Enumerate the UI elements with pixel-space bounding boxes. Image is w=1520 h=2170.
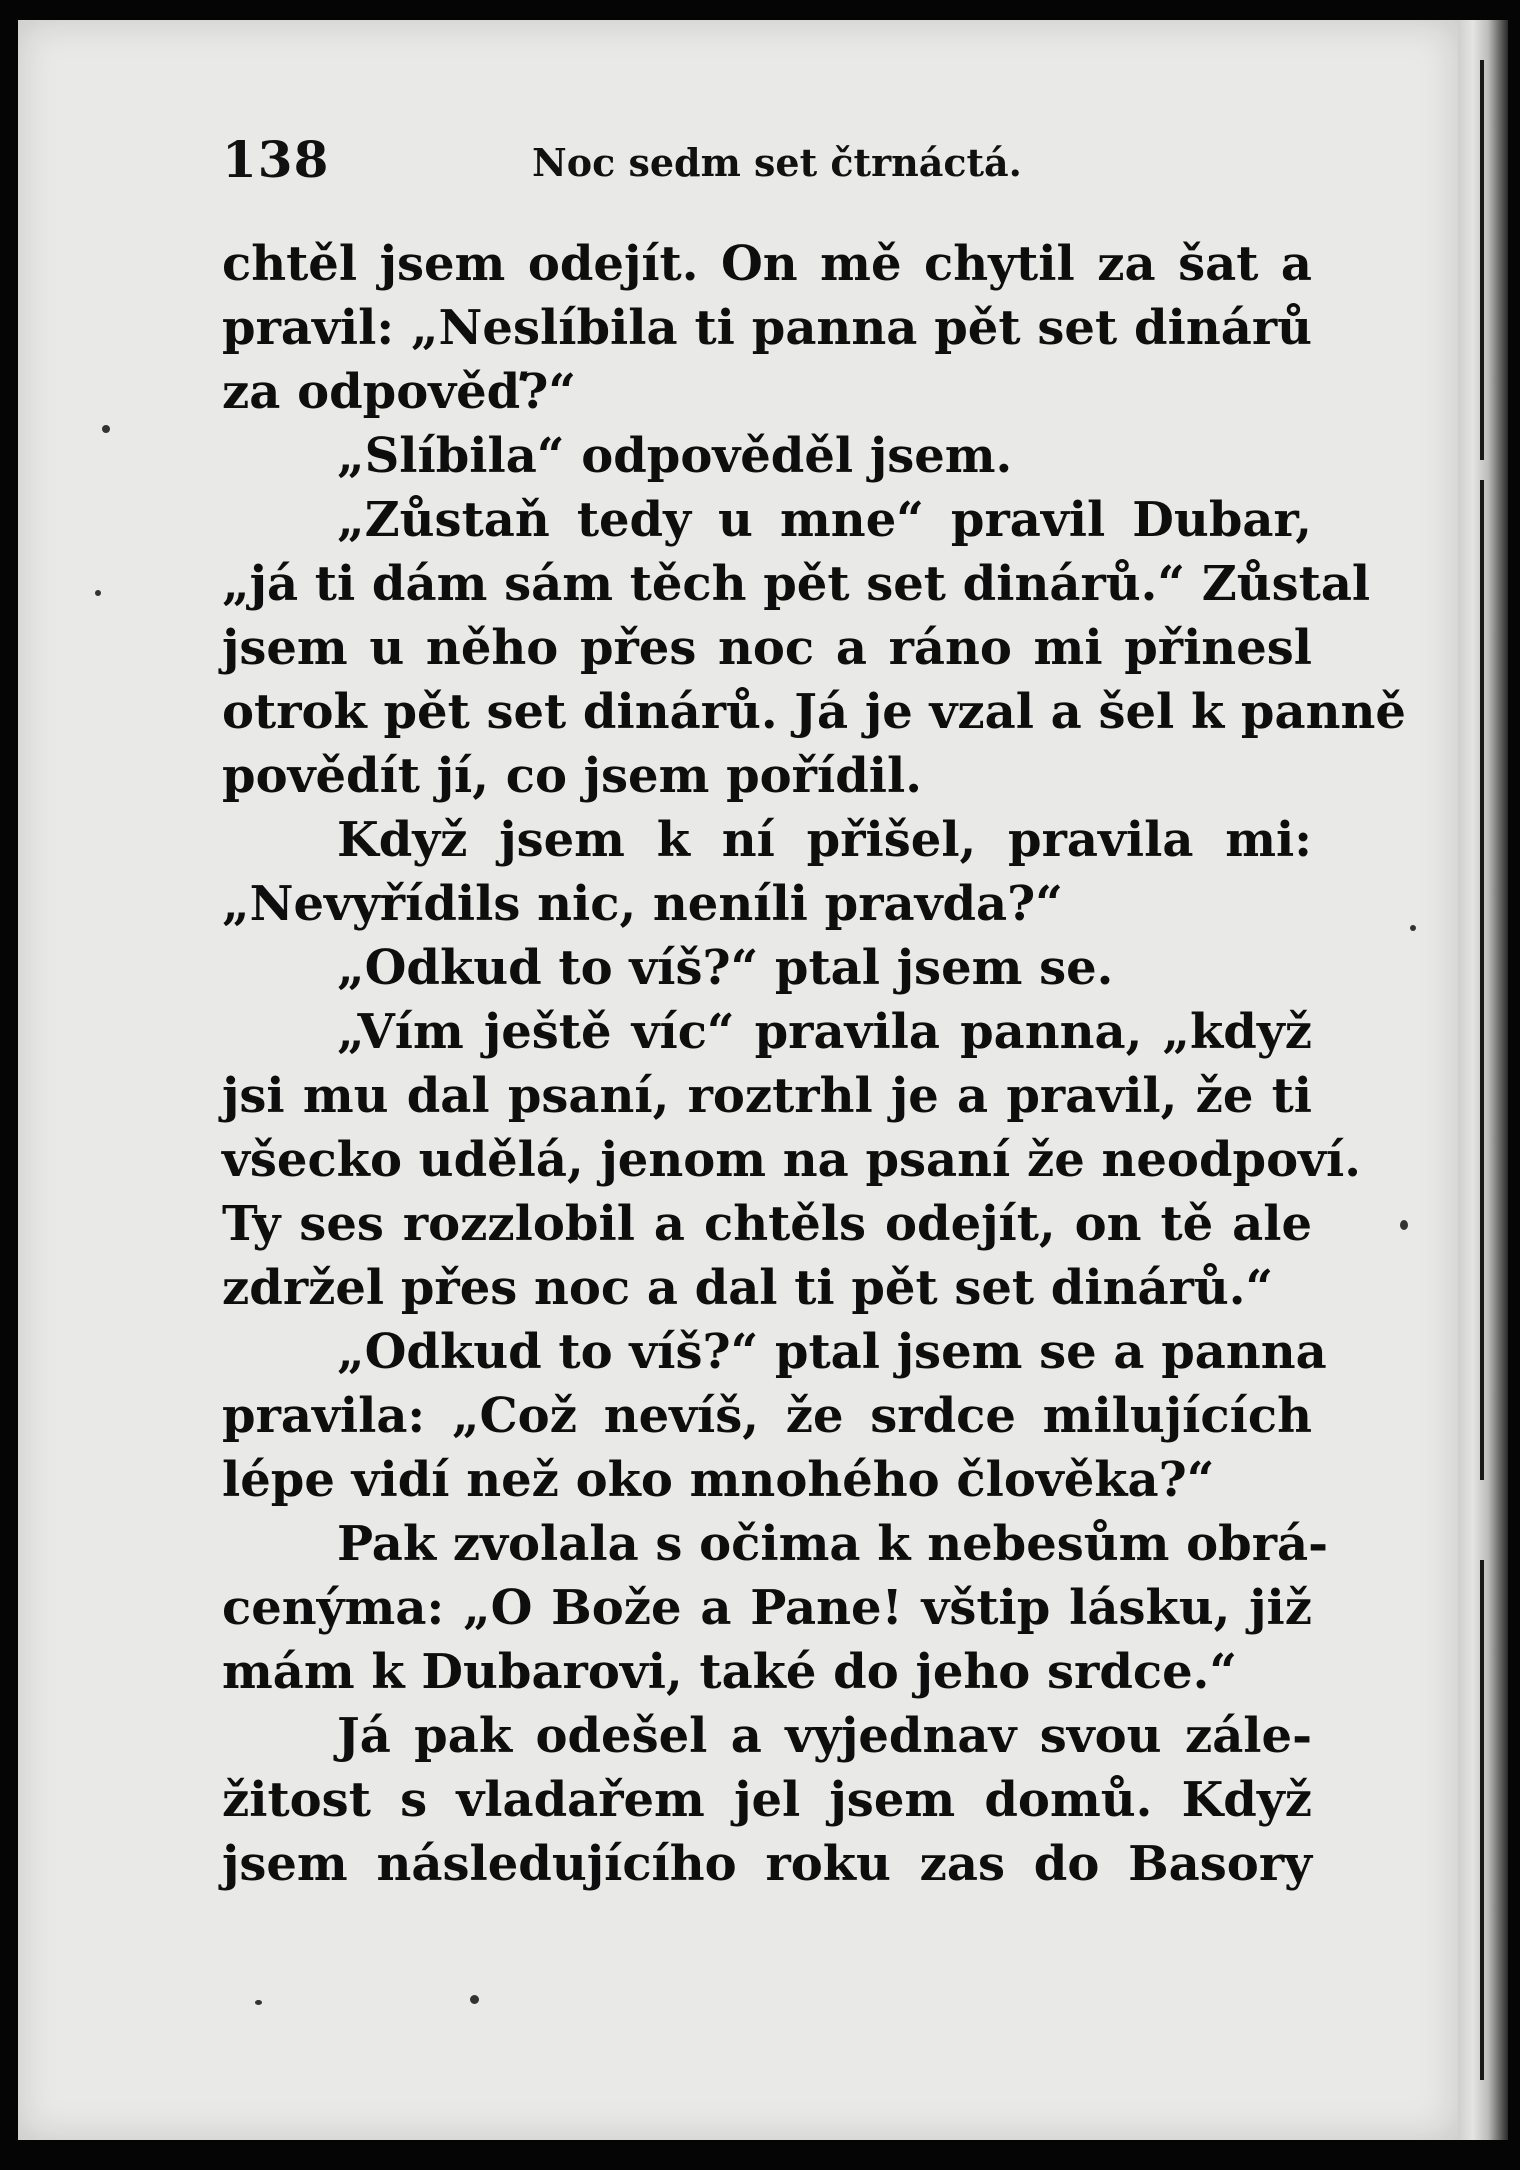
text-line: cenýma: „O Bože a Pane! vštip lásku, již	[222, 1580, 1312, 1636]
text-line: jsem u něho přes noc a ráno mi přinesl	[222, 620, 1312, 676]
print-speck	[1410, 925, 1416, 931]
text-line: jsi mu dal psaní, roztrhl je a pravil, že ti	[222, 1068, 1312, 1124]
text-line: „Odkud to víš?“ ptal jsem se a panna	[337, 1324, 1327, 1380]
text-line: „Slíbila“ odpověděl jsem.	[337, 428, 1013, 484]
text-line: „Nevyřídils nic, neníli pravda?“	[222, 876, 1063, 932]
text-line: „Odkud to víš?“ ptal jsem se.	[337, 940, 1114, 996]
print-speck	[95, 590, 101, 596]
text-line: povědít jí, co jsem pořídil.	[222, 748, 922, 804]
gutter-rule-1	[1480, 60, 1484, 460]
text-line: „Zůstaň tedy u mne“ pravil Dubar,	[337, 492, 1312, 548]
text-line: pravil: „Neslíbila ti panna pět set dinárů	[222, 300, 1312, 356]
text-line: všecko udělá, jenom na psaní že neodpoví.	[222, 1132, 1361, 1188]
text-line: mám k Dubarovi, také do jeho srdce.“	[222, 1644, 1237, 1700]
text-line: Já pak odešel a vyjednav svou zále-	[337, 1708, 1312, 1764]
text-line: za odpověď?“	[222, 364, 576, 420]
text-line: chtěl jsem odejít. On mě chytil za šat a	[222, 236, 1312, 292]
text-line: Když jsem k ní přišel, pravila mi:	[337, 812, 1312, 868]
text-line: zdržel přes noc a dal ti pět set dinárů.“	[222, 1260, 1274, 1316]
print-speck	[102, 425, 110, 433]
text-line: žitost s vladařem jel jsem domů. Když	[222, 1772, 1312, 1828]
text-line: otrok pět set dinárů. Já je vzal a šel k panně	[222, 684, 1406, 740]
page-body-text	[222, 232, 1406, 1896]
print-speck	[470, 1995, 479, 2004]
text-line: pravila: „Což nevíš, že srdce milujících	[222, 1388, 1312, 1444]
page-number: 138	[222, 130, 330, 189]
print-speck	[1400, 1220, 1408, 1230]
text-line: lépe vidí než oko mnohého člověka?“	[222, 1452, 1215, 1508]
print-speck	[255, 2000, 262, 2005]
page-header	[222, 130, 1322, 200]
text-line: „Vím ještě víc“ pravila panna, „když	[337, 1004, 1312, 1060]
text-line: Pak zvolala s očima k nebesům obrá-	[337, 1516, 1329, 1572]
text-line: jsem následujícího roku zas do Basory	[222, 1836, 1312, 1892]
text-line: Ty ses rozzlobil a chtěls odejít, on tě ale	[222, 1196, 1312, 1252]
running-title: Noc sedm set čtrnáctá.	[532, 140, 1022, 185]
text-line: „já ti dám sám těch pět set dinárů.“ Zůstal	[222, 556, 1371, 612]
gutter-rule-3	[1480, 1560, 1484, 2080]
gutter-rule-2	[1480, 480, 1484, 1480]
